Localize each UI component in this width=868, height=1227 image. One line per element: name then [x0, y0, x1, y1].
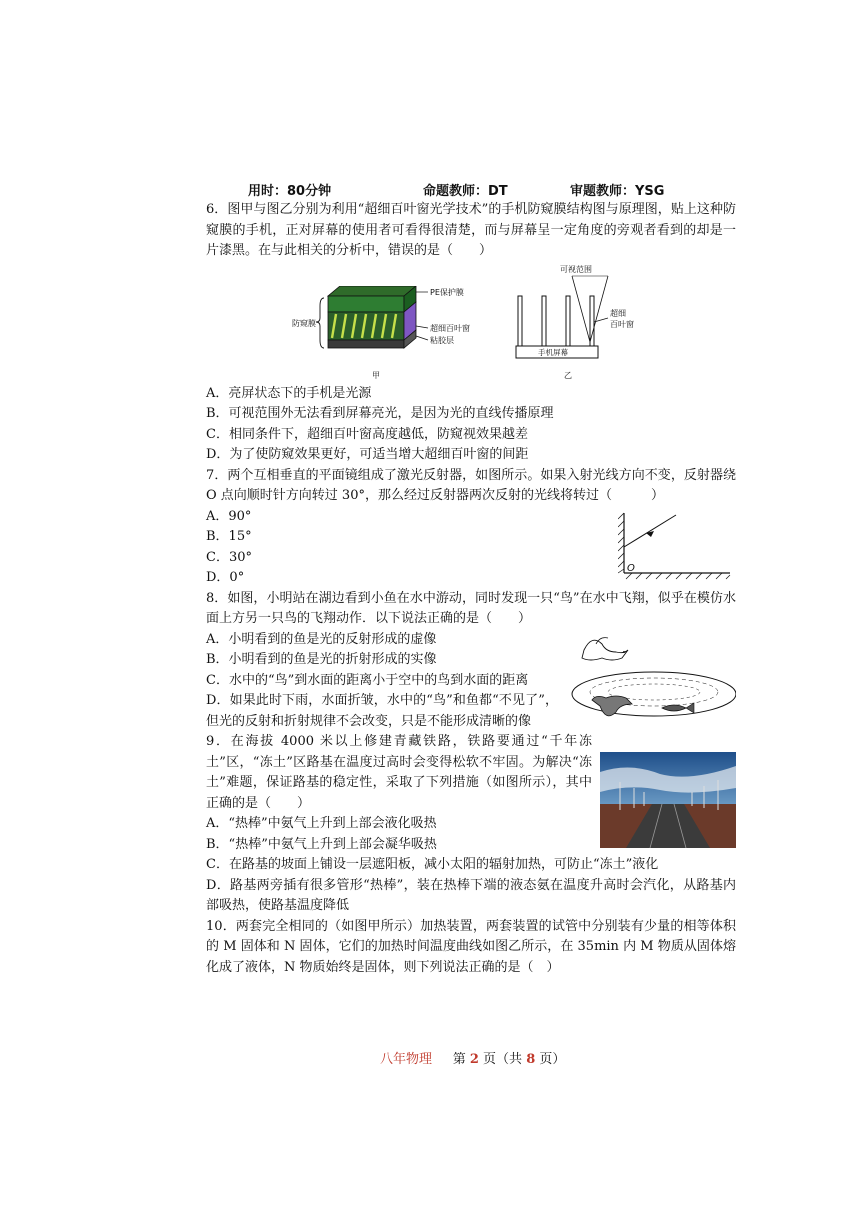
- footer-subject: 八年物理: [380, 1052, 433, 1067]
- label-louver-line2: 百叶窗: [610, 319, 634, 329]
- question-9-option-c: C．在路基的坡面上铺设一层遮阳板，减小太阳的辐射加热，可防止“冻土”液化: [206, 857, 659, 872]
- label-louver-line1: 超细: [610, 308, 626, 318]
- footer-page-pre: 第: [452, 1052, 466, 1067]
- footer-page-total: 8: [526, 1052, 536, 1067]
- question-9-text: 9．在海拔 4000 米以上修建青藏铁路，铁路要通过“千年冻土”区，“冻土”区路基在温度过高时会变得松软不牢固。为解决“冻土”难题，保证路基的稳定性，采取了下列措施（如图所示），其中正确的是（ ）: [206, 734, 592, 811]
- exam-content: [206, 200, 736, 978]
- question-7-option-a: A．90°: [206, 508, 252, 524]
- label-phone-screen: 手机屏幕: [538, 347, 568, 357]
- qinghai-tibet-railway-photo: [600, 752, 736, 848]
- mirror-reflector-figure: [618, 511, 736, 581]
- question-7-option-d: D．0°: [206, 570, 245, 585]
- privacy-film-structure-figure: [292, 286, 482, 382]
- lake-bird-fish-figure: [566, 632, 736, 728]
- question-9-option-d: D．路基两旁插有很多管形“热棒”，装在热棒下端的液态氨在温度升高时会汽化，从路基内部吸热，使路基温度降低: [206, 877, 736, 913]
- question-8-option-c: C．水中的“鸟”到水面的距离小于空中的鸟到水面的距离: [206, 672, 529, 688]
- question-6-option-d: D．为了使防窥效果更好，可适当增大超细百叶窗的间距: [206, 447, 529, 462]
- question-9-option-b: B．“热棒”中氨气上升到上部会凝华吸热: [206, 836, 437, 852]
- label-privacy-film: 防窥膜: [292, 318, 316, 328]
- label-point-o: O: [627, 562, 635, 574]
- label-pe-film: PE保护膜: [430, 287, 464, 297]
- question-10-text: 10．两套完全相同的（如图甲所示）加热装置，两套装置的试管中分别装有少量的相等体积的 M 固体和 N 固体，它们的加热时间温度曲线如图乙所示，在 35min 内 M 物质从固体熔化成了液体，N 物质始终是固体，则下列说法正确的是（ ）: [206, 918, 736, 975]
- question-7-option-b: B．15°: [206, 529, 252, 544]
- exam-author: 命题教师：DT: [423, 184, 508, 199]
- question-9: [206, 732, 736, 917]
- question-8-option-b: B．小明看到的鱼是光的折射形成的实像: [206, 652, 437, 667]
- question-8: [206, 589, 736, 733]
- question-8-option-d: D．如果此时下雨，水面折皱，水中的“鸟”和鱼都“不见了”，但光的反射和折射规律不会改变，只是不能形成清晰的像: [206, 693, 558, 729]
- label-glue-layer: 粘胶层: [430, 335, 454, 345]
- question-10: [206, 917, 736, 979]
- question-8-option-a: A．小明看到的鱼是光的反射形成的虚像: [206, 631, 437, 647]
- privacy-principle-figure: [512, 264, 652, 382]
- question-6-text: 6．图甲与图乙分别为利用“超细百叶窗光学技术”的手机防窥膜结构图与原理图，贴上这种防窥膜的手机，正对屏幕的使用者可看得很清楚，而与屏幕呈一定角度的旁观者看到的却是一片漆黑。在与此相关的分析中，错误的是（ ）: [206, 202, 736, 258]
- footer-page-post: 页）: [539, 1052, 566, 1067]
- caption-jia: 甲: [372, 370, 380, 380]
- question-7-option-c: C．30°: [206, 549, 252, 565]
- question-9-option-a: A．“热棒”中氨气上升到上部会液化吸热: [206, 816, 437, 831]
- exam-time: 用时：80分钟: [248, 184, 332, 199]
- footer-page-mid: 页（共: [483, 1052, 523, 1067]
- question-6-figures: [206, 262, 736, 384]
- question-7: [206, 466, 736, 589]
- page-footer: [380, 1048, 565, 1067]
- question-6-option-b: B．可视范围外无法看到屏幕亮光，是因为光的直线传播原理: [206, 406, 554, 421]
- question-7-text: 7．两个互相垂直的平面镜组成了激光反射器，如图所示。如果入射光线方向不变，反射器绕 O 点向顺时针方向转过 30°，那么经过反射器两次反射的光线将转过（ ）: [206, 467, 736, 503]
- caption-yi: 乙: [564, 370, 572, 380]
- label-louver: 超细百叶窗: [430, 323, 470, 333]
- label-visible-range: 可视范围: [560, 264, 592, 274]
- question-6: [206, 200, 736, 466]
- exam-reviewer: 审题教师：YSG: [570, 184, 665, 199]
- footer-page-number: 2: [469, 1052, 479, 1067]
- question-6-option-c: C．相同条件下，超细百叶窗高度越低，防窥视效果越差: [206, 426, 528, 442]
- question-8-text: 8．如图，小明站在湖边看到小鱼在水中游动，同时发现一只“鸟”在水中飞翔，似乎在模仿水面上方另一只鸟的飞翔动作．以下说法正确的是（ ）: [206, 590, 736, 626]
- question-6-option-a: A．亮屏状态下的手机是光源: [206, 385, 372, 401]
